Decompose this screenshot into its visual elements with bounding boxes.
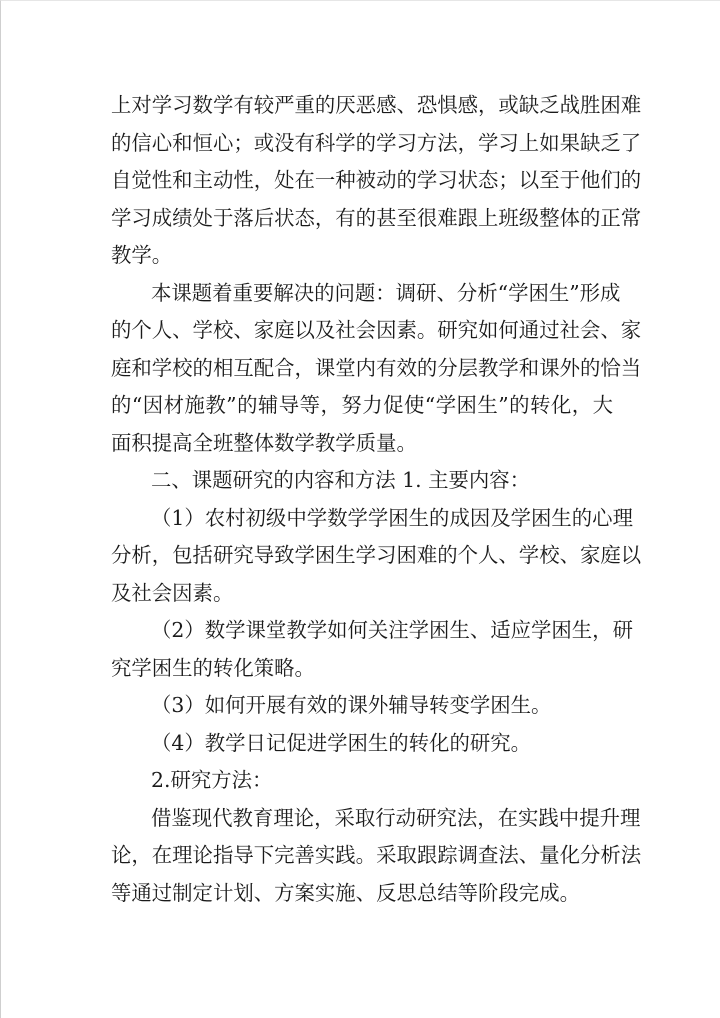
- text-line: （2）数学课堂教学如何关注学困生、适应学困生，研: [151, 618, 633, 642]
- paragraph: [111, 800, 642, 913]
- text-line: （4）教学日记促进学困生的转化的研究。: [151, 730, 532, 755]
- text-line: 论，在理论指导下完善实践。采取跟踪调查法、量化分析法: [111, 843, 642, 867]
- text-line: （1）农村初级中学数学学困生的成因及学困生的心理: [151, 505, 633, 530]
- text-line: 本课题着重要解决的问题：调研、分析“学困生”形成: [151, 280, 621, 305]
- text-line: 借鉴现代教育理论，采取行动研究法，在实践中提升理: [151, 805, 641, 830]
- list-item: [111, 725, 613, 763]
- subsection-heading: [111, 762, 613, 800]
- list-item: [111, 612, 633, 687]
- text-line: 2.研究方法：: [151, 768, 273, 792]
- paragraph: [111, 87, 642, 275]
- section-heading: [111, 462, 613, 500]
- text-line: 及社会因素。: [111, 580, 234, 605]
- text-line: 庭和学校的相互配合，课堂内有效的分层教学和课外的恰当: [111, 355, 642, 380]
- text-line: 自觉性和主动性，处在一种被动的学习状态；以至于他们的: [111, 168, 642, 192]
- text-line: 教学。: [111, 243, 173, 267]
- document-body: [111, 87, 642, 912]
- paragraph: [111, 275, 642, 463]
- list-item: [111, 687, 613, 725]
- text-line: 上对学习数学有较严重的厌恶感、恐惧感，或缺乏战胜困难: [111, 93, 642, 117]
- text-line: 分析，包括研究导致学困生学习困难的个人、学校、家庭以: [111, 543, 642, 567]
- text-line: 学习成绩处于落后状态，有的甚至很难跟上班级整体的正常: [111, 205, 642, 230]
- text-line: 的“因材施教”的辅导等，努力促使“学困生”的转化，大: [111, 393, 613, 417]
- text-line: （3）如何开展有效的课外辅导转变学困生。: [151, 693, 552, 717]
- text-line: 面积提高全班整体数学教学质量。: [111, 430, 417, 455]
- text-line: 等通过制定计划、方案实施、反思总结等阶段完成。: [111, 880, 580, 905]
- text-line: 究学困生的转化策略。: [111, 655, 315, 680]
- text-line: 的个人、学校、家庭以及社会因素。研究如何通过社会、家: [111, 318, 642, 342]
- list-item: [111, 500, 642, 613]
- text-line: 的信心和恒心；或没有科学的学习方法，学习上如果缺乏了: [111, 130, 642, 155]
- text-line: 二、课题研究的内容和方法 1. 主要内容：: [151, 468, 531, 492]
